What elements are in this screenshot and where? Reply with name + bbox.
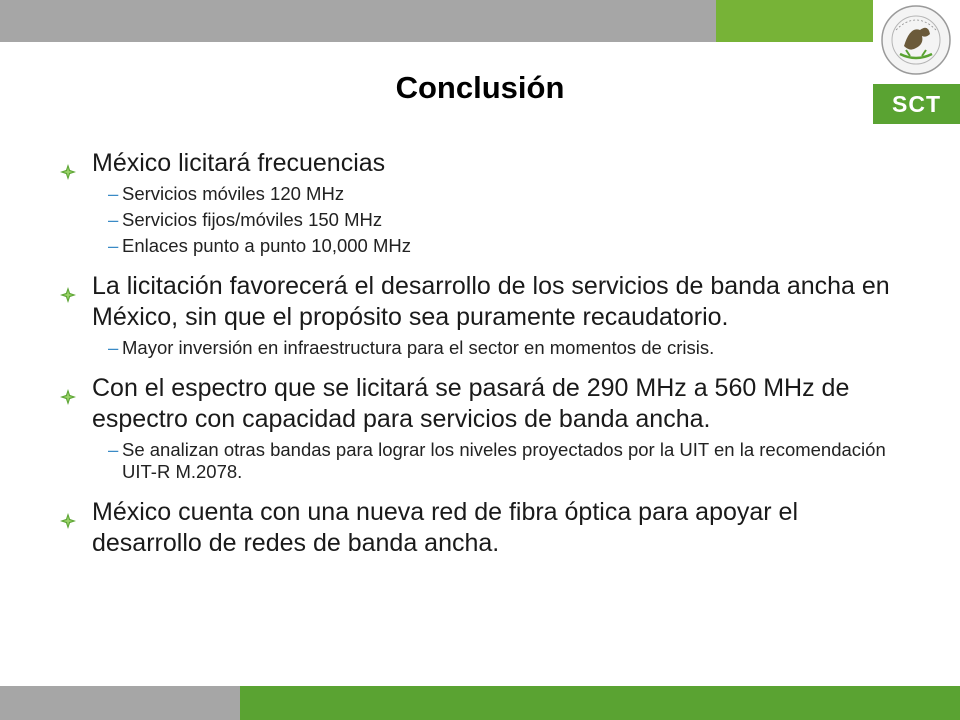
sub-bullet-item — [60, 209, 890, 231]
sub-bullet-text: Servicios móviles 120 MHz — [122, 183, 345, 204]
sub-bullet-dash: – — [108, 209, 119, 230]
sub-bullet-dash: – — [108, 337, 119, 358]
slide-title: Conclusión — [395, 70, 565, 105]
sub-bullet-text: Se analizan otras bandas para lograr los niveles proyectados por la UIT en la recomendación UIT-R M.2078. — [122, 439, 886, 482]
sub-bullet-text: Mayor inversión en infraestructura para el sector en momentos de crisis. — [122, 337, 715, 358]
diamond-bullet-icon — [60, 157, 76, 173]
bullet-item — [60, 497, 890, 559]
header-gray-bar — [0, 0, 716, 42]
sub-bullet-dash: – — [108, 235, 119, 256]
diamond-bullet-icon — [60, 382, 76, 398]
sub-bullet-item — [60, 235, 890, 257]
diamond-bullet-icon — [60, 280, 76, 296]
bullet-text: La licitación favorecerá el desarrollo de los servicios de banda ancha en México, sin que el propósito sea puramente recaudatorio. — [92, 272, 890, 331]
mexican-seal-icon — [880, 4, 952, 76]
sct-brand-label: SCT — [892, 91, 941, 117]
sub-bullet-item — [60, 337, 890, 359]
bullet-text: México licitará frecuencias — [92, 149, 386, 177]
bullet-list — [60, 140, 890, 559]
footer-green-bar — [240, 686, 960, 720]
footer-gray-bar — [0, 686, 240, 720]
bullet-item — [60, 271, 890, 333]
bullet-item — [60, 373, 890, 435]
sub-bullet-dash: – — [108, 183, 119, 204]
sub-bullet-item — [60, 439, 890, 483]
diamond-bullet-icon — [60, 506, 76, 522]
sub-bullet-text: Servicios fijos/móviles 150 MHz — [122, 209, 383, 230]
sub-bullet-text: Enlaces punto a punto 10,000 MHz — [122, 235, 411, 256]
bullet-text: México cuenta con una nueva red de fibra óptica para apoyar el desarrollo de redes de banda ancha. — [92, 498, 799, 557]
header-green-bar — [716, 0, 873, 42]
bullet-item — [60, 148, 890, 179]
sub-bullet-item — [60, 183, 890, 205]
sub-bullet-dash: – — [108, 439, 119, 460]
bullet-text: Con el espectro que se licitará se pasará de 290 MHz a 560 MHz de espectro con capacidad para servicios de banda ancha. — [92, 374, 850, 433]
